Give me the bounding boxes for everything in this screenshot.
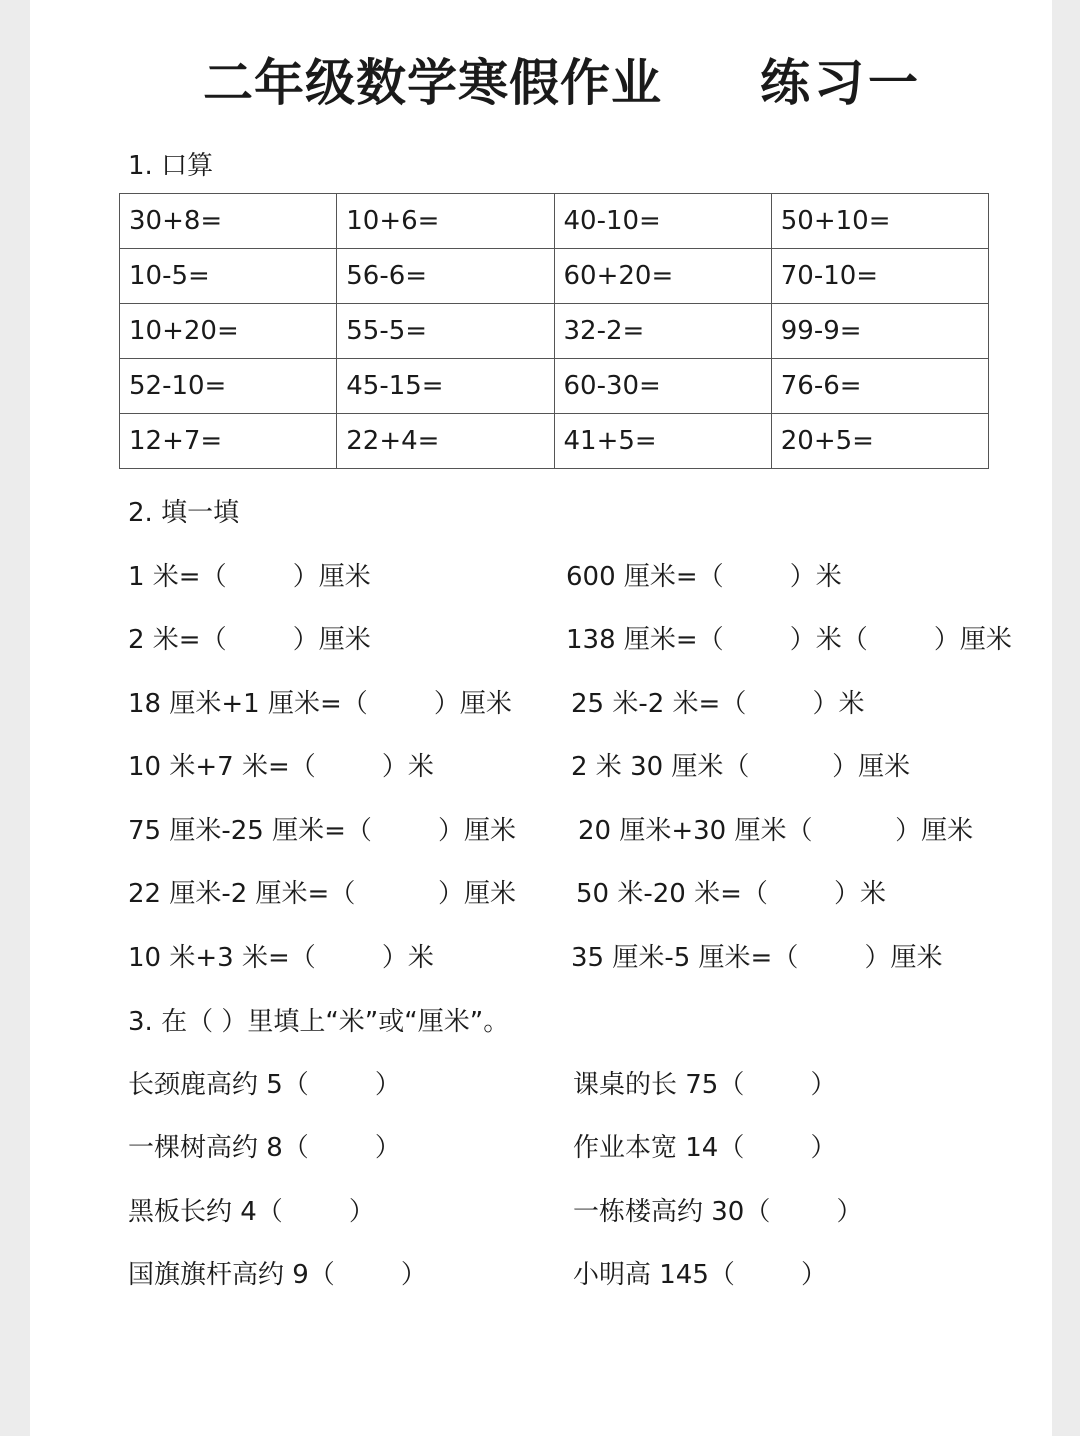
fill-in-item: 1 米=（ ）厘米 xyxy=(128,562,371,592)
unit-choice-item: 小明高 145（ ） xyxy=(573,1260,828,1290)
table-row xyxy=(120,249,989,304)
unit-choice-item: 黑板长约 4（ ） xyxy=(128,1197,375,1227)
section-1-heading: 1. 口算 xyxy=(128,151,214,181)
fill-in-item: 2 米 30 厘米（ ）厘米 xyxy=(571,752,911,782)
fill-in-item: 20 厘米+30 厘米（ ）厘米 xyxy=(578,816,974,846)
table-cell: 22+4= xyxy=(337,414,554,469)
unit-choice-item: 国旗旗杆高约 9（ ） xyxy=(128,1260,427,1290)
fill-in-item: 138 厘米=（ ）米（ ）厘米 xyxy=(566,625,1012,655)
table-cell: 70-10= xyxy=(771,249,988,304)
table-cell: 20+5= xyxy=(771,414,988,469)
table-row xyxy=(120,359,989,414)
table-cell: 50+10= xyxy=(771,194,988,249)
page-title xyxy=(0,48,1080,118)
unit-choice-item: 一棵树高约 8（ ） xyxy=(128,1133,401,1163)
table-cell: 60+20= xyxy=(554,249,771,304)
fill-in-item: 2 米=（ ）厘米 xyxy=(128,625,371,655)
table-cell: 40-10= xyxy=(554,194,771,249)
table-cell: 10+20= xyxy=(120,304,337,359)
fill-in-item: 75 厘米-25 厘米=（ ）厘米 xyxy=(128,816,516,846)
table-cell: 10-5= xyxy=(120,249,337,304)
fill-in-item: 10 米+7 米=（ ）米 xyxy=(128,752,434,782)
unit-choice-item: 长颈鹿高约 5（ ） xyxy=(128,1070,401,1100)
table-cell: 56-6= xyxy=(337,249,554,304)
table-cell: 45-15= xyxy=(337,359,554,414)
table-row xyxy=(120,304,989,359)
fill-in-item: 50 米-20 米=（ ）米 xyxy=(576,879,886,909)
table-cell: 52-10= xyxy=(120,359,337,414)
table-row xyxy=(120,194,989,249)
fill-in-item: 600 厘米=（ ）米 xyxy=(566,562,842,592)
table-cell: 99-9= xyxy=(771,304,988,359)
fill-in-item: 35 厘米-5 厘米=（ ）厘米 xyxy=(571,943,943,973)
table-cell: 41+5= xyxy=(554,414,771,469)
unit-choice-item: 一栋楼高约 30（ ） xyxy=(573,1197,863,1227)
unit-choice-item: 作业本宽 14（ ） xyxy=(573,1133,837,1163)
table-cell: 10+6= xyxy=(337,194,554,249)
unit-choice-item: 课桌的长 75（ ） xyxy=(573,1070,837,1100)
table-cell: 55-5= xyxy=(337,304,554,359)
mental-arithmetic-table xyxy=(119,193,989,469)
table-cell: 76-6= xyxy=(771,359,988,414)
section-3-heading: 3. 在（ ）里填上“米”或“厘米”。 xyxy=(128,1007,510,1037)
exercise-number: 练习一 xyxy=(760,53,922,112)
section-2-heading: 2. 填一填 xyxy=(128,498,240,528)
fill-in-item: 18 厘米+1 厘米=（ ）厘米 xyxy=(128,689,512,719)
table-row xyxy=(120,414,989,469)
table-cell: 30+8= xyxy=(120,194,337,249)
table-cell: 12+7= xyxy=(120,414,337,469)
fill-in-item: 25 米-2 米=（ ）米 xyxy=(571,689,865,719)
table-cell: 32-2= xyxy=(554,304,771,359)
fill-in-item: 22 厘米-2 厘米=（ ）厘米 xyxy=(128,879,516,909)
table-cell: 60-30= xyxy=(554,359,771,414)
worksheet-title: 二年级数学寒假作业 xyxy=(203,53,662,112)
fill-in-item: 10 米+3 米=（ ）米 xyxy=(128,943,434,973)
